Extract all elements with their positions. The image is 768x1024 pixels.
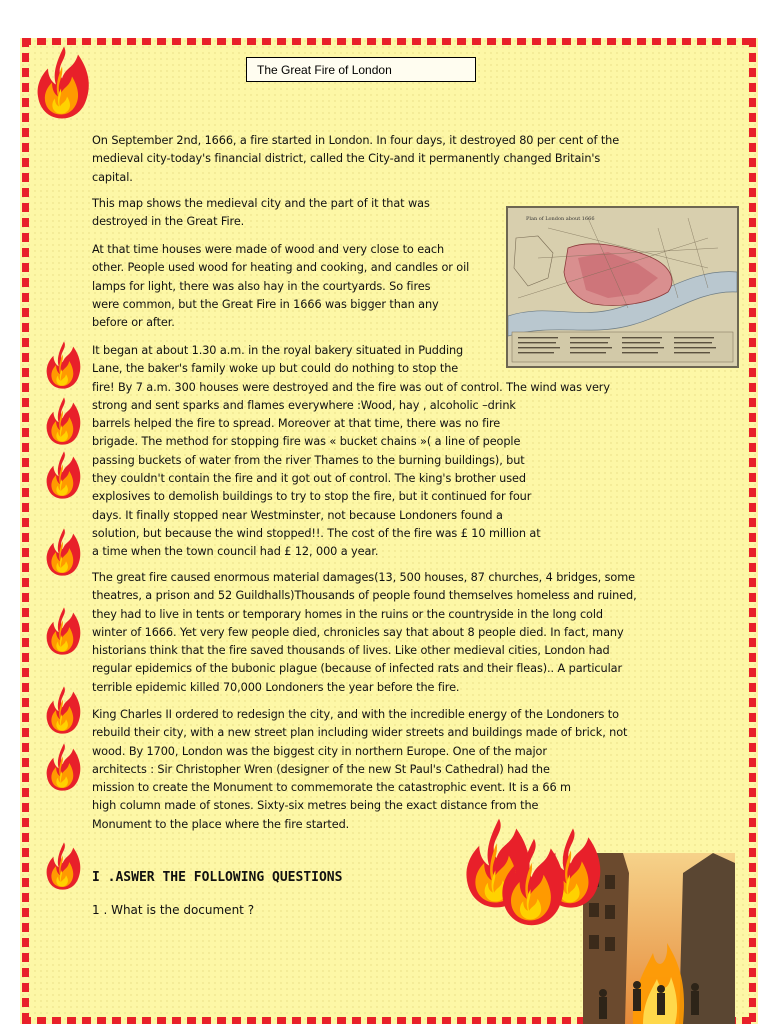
text-line: winter of 1666. Yet very few people died, chronicles say that about 8 people died. In fact, many bbox=[92, 625, 624, 639]
text-line: medieval city-today's financial district, called the City-and it permanently changed Britain's bbox=[92, 152, 601, 166]
text-line: architects : Sir Christopher Wren (designer of the new St Paul's Cathedral) had the bbox=[92, 762, 550, 776]
flame-icon bbox=[44, 340, 84, 390]
flame-icon bbox=[44, 841, 84, 891]
text-line: destroyed in the Great Fire. bbox=[92, 215, 245, 229]
text-line: This map shows the medieval city and the part of it that was bbox=[92, 197, 430, 210]
text-line: At that time houses were made of wood and very close to each bbox=[92, 243, 445, 256]
text-line: Lane, the baker's family woke up but could do nothing to stop the bbox=[92, 362, 459, 376]
text-line: capital. bbox=[92, 170, 133, 184]
text-line: theatres, a prison and 52 Guildhalls)Thousands of people found themselves homeless and ruined, bbox=[92, 589, 637, 603]
paragraph-intro bbox=[92, 132, 619, 187]
text-line: days. It finally stopped near Westminster, not because Londoners found a bbox=[92, 508, 503, 522]
text-line: The great fire caused enormous material damages(13, 500 houses, 87 churches, 4 bridges, some bbox=[92, 571, 635, 584]
flame-icon bbox=[44, 742, 84, 792]
flame-icon bbox=[44, 527, 84, 577]
text-line: wood. By 1700, London was the biggest city in northern Europe. One of the major bbox=[92, 744, 547, 758]
text-line: strong and sent sparks and flames everywhere :Wood, hay , alcoholic –drink bbox=[92, 398, 516, 412]
flame-icon bbox=[34, 44, 94, 121]
text-line: historians think that the fire saved thousands of lives. Like other medieval cities, London had bbox=[92, 644, 610, 658]
text-line: mission to create the Monument to commemorate the catastrophic event. It is a 66 m bbox=[92, 781, 571, 795]
text-line: before or after. bbox=[92, 316, 175, 330]
questions-heading: I .ASWER THE FOLLOWING QUESTIONS bbox=[92, 870, 343, 885]
text-line: Monument to the place where the fire started. bbox=[92, 817, 350, 831]
text-line: passing buckets of water from the river Thames to the burning buildings), but bbox=[92, 453, 525, 467]
border-right bbox=[749, 38, 756, 1024]
flame-icon bbox=[498, 836, 570, 928]
flame-icon bbox=[44, 685, 84, 735]
text-line: fire! By 7 a.m. 300 houses were destroyed and the fire was out of control. The wind was very bbox=[92, 380, 610, 394]
paragraph-fire-start bbox=[92, 342, 610, 562]
flame-icon bbox=[44, 450, 84, 500]
text-line: It began at about 1.30 a.m. in the royal bakery situated in Pudding bbox=[92, 344, 464, 357]
map-caption: Plan of London about 1666 bbox=[526, 216, 595, 222]
map-image bbox=[506, 206, 739, 368]
text-line: brigade. The method for stopping fire was « bucket chains »( a line of people bbox=[92, 435, 521, 449]
border-left bbox=[22, 38, 29, 1024]
text-line: barrels helped the fire to spread. Moreover at that time, there was no fire bbox=[92, 417, 501, 431]
text-line: other. People used wood for heating and cooking, and candles or oil bbox=[92, 261, 470, 275]
text-line: a time when the town council had £ 12, 000 a year. bbox=[92, 545, 379, 559]
text-line: were common, but the Great Fire in 1666 was bigger than any bbox=[92, 297, 439, 311]
paragraph-houses bbox=[92, 241, 469, 332]
text-line: regular epidemics of the bubonic plague (because of infected rats and their fleas).. A particular bbox=[92, 662, 623, 676]
text-line: high column made of stones. Sixty-six metres being the exact distance from the bbox=[92, 799, 539, 813]
paragraph-rebuild bbox=[92, 706, 627, 834]
paragraph-damages bbox=[92, 569, 637, 697]
border-top bbox=[22, 38, 756, 45]
text-line: On September 2nd, 1666, a fire started in London. In four days, it destroyed 80 per cent of the bbox=[92, 134, 620, 147]
text-line: solution, but because the wind stopped!!. The cost of the fire was £ 10 million at bbox=[92, 526, 541, 540]
text-line: lamps for light, there was also hay in the courtyards. So fires bbox=[92, 279, 431, 293]
flame-icon bbox=[44, 606, 84, 656]
text-line: King Charles II ordered to redesign the city, and with the incredible energy of the Londoners to bbox=[92, 708, 619, 721]
text-line: terrible epidemic killed 70,000 Londoners the year before the fire. bbox=[92, 680, 460, 694]
text-line: rebuild their city, with a new street plan including wider streets and buildings made of brick, not bbox=[92, 726, 628, 740]
text-line: explosives to demolish buildings to try to stop the fire, but it continued for four bbox=[92, 490, 532, 504]
paragraph-map bbox=[92, 195, 430, 232]
text-line: they couldn't contain the fire and it got out of control. The king's brother used bbox=[92, 472, 526, 486]
question-1: 1 . What is the document ? bbox=[92, 903, 255, 917]
document-title: The Great Fire of London bbox=[246, 57, 476, 82]
text-line: they had to live in tents or temporary homes in the ruins or the countryside in the long cold bbox=[92, 607, 603, 621]
flame-icon bbox=[44, 396, 84, 446]
